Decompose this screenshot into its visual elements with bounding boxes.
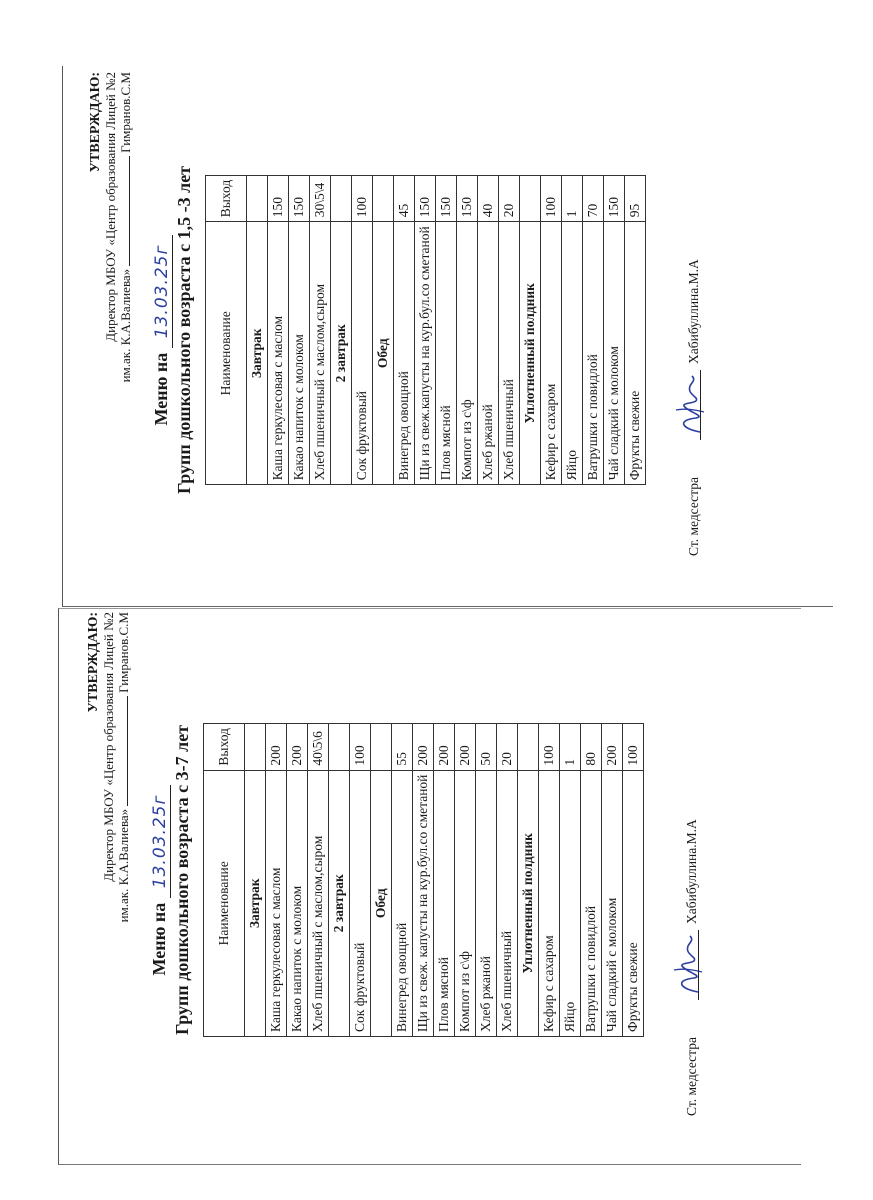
dish-output: 200 [434,724,455,771]
group-title: Групп дошкольного возраста с 3-7 лет [172,724,192,1036]
table-row [604,175,625,485]
section-title: Уплотненный полдник [518,770,539,1036]
dish-name: Щи из свеж.капусты на кур.бул.со сметаной [415,222,436,485]
dish-name: Хлеб ржаной [478,222,499,485]
table-row [560,724,581,1037]
column-header-output: Выход [204,724,245,771]
table-row [581,724,602,1037]
dish-output: 100 [539,724,560,771]
menu-title-block [149,610,193,1150]
table-row [457,175,478,485]
dish-output: 55 [392,724,413,771]
approval-heading: УТВЕРЖДАЮ: [86,612,101,713]
dish-name: Винегред овощной [394,222,415,485]
dish-output: 95 [625,175,646,222]
menu-table-body [247,175,646,485]
dish-name: Хлеб пшеничный с маслом,сыром [310,222,331,485]
section-title: 2 завтрак [329,770,350,1036]
dish-name: Каша геркулесовая с маслом [266,770,287,1036]
table-row [310,175,331,485]
menu-label: Меню на [149,902,169,976]
section-output-blank [373,175,394,222]
dish-output: 70 [583,175,604,222]
approval-school-name: им.ак. К.А.Валиева» [116,808,131,923]
table-row [415,175,436,485]
menu-table [203,723,644,1037]
table-row [625,175,646,485]
dish-output: 150 [604,175,625,222]
dish-name: Чай сладкий с молоком [602,770,623,1036]
approval-school-name: им.ак. К.А.Валиева» [118,268,133,383]
table-row [352,175,373,485]
director-signature-blank [129,156,130,266]
approval-heading: УТВЕРЖДАЮ: [88,72,103,173]
nurse-signature-blank [700,370,701,440]
table-row [541,175,562,485]
approval-director-line: Директор МБОУ «Центр образования Лицей №2 [101,612,116,882]
dish-name: Каша геркулесовая с маслом [268,222,289,485]
group-title: Групп дошкольного возраста с 1,5 -3 лет [174,165,194,495]
dish-name: Фрукты свежие [625,222,646,485]
approval-block [86,610,131,1150]
dish-output: 200 [413,724,434,771]
dish-name: Щи из свеж. капусты на кур.бул.со сметаной [413,770,434,1036]
section-title: Обед [373,222,394,485]
menu-table-body [245,724,644,1037]
section-row [247,175,268,485]
dish-output: 200 [266,724,287,771]
table-row [478,175,499,485]
signature-footer [662,70,702,590]
menu-date-line [151,70,172,590]
table-row [562,175,583,485]
dish-name: Компот из с\ф [457,222,478,485]
section-output-blank [247,175,268,222]
dish-name: Яйцо [560,770,581,1036]
dish-name: Плов мясной [434,770,455,1036]
section-output-blank [329,724,350,771]
nurse-label: Ст. медсестра [684,1037,699,1116]
approval-signature-line [118,72,133,590]
table-row [455,724,476,1037]
director-signature-blank [127,696,128,806]
dish-output: 150 [457,175,478,222]
dish-output: 20 [497,724,518,771]
table-row [539,724,560,1037]
nurse-signature-icon [668,932,708,998]
dish-name: Винегред овощной [392,770,413,1036]
table-row [623,724,644,1037]
section-title: Завтрак [247,222,268,485]
section-title: Уплотненный полдник [520,222,541,485]
section-row [329,724,350,1037]
table-row [287,724,308,1037]
menu-document-preschool [86,610,706,1150]
dish-output: 30\5\4 [310,175,331,222]
dish-name: Ватрушки с повидлой [581,770,602,1036]
dish-name: Хлеб пшеничный [497,770,518,1036]
table-row [392,724,413,1037]
menu-date-line [149,610,170,1150]
nurse-label: Ст. медсестра [686,477,701,556]
dish-name: Ватрушки с повидлой [583,222,604,485]
nurse-signature-icon [670,372,710,438]
section-output-blank [518,724,539,771]
dish-output: 150 [268,175,289,222]
dish-name: Фрукты свежие [623,770,644,1036]
column-header-name: Наименование [206,222,247,485]
dish-output: 1 [560,724,581,771]
menu-table [205,175,646,486]
dish-name: Сок фруктовый [352,222,373,485]
table-row [413,724,434,1037]
dish-output: 1 [562,175,583,222]
nurse-name: Хабибуллина.М.А [684,819,699,924]
section-title: Обед [371,770,392,1036]
dish-output: 100 [352,175,373,222]
handwritten-date: 13.03.25г [152,235,173,349]
table-row [436,175,457,485]
dish-name: Плов мясной [436,222,457,485]
column-header-name: Наименование [204,770,245,1036]
section-row [520,175,541,485]
dish-name: Хлеб пшеничный [499,222,520,485]
table-row [394,175,415,485]
dish-name: Чай сладкий с молоком [604,222,625,485]
dish-output: 50 [476,724,497,771]
dish-output: 40\5\6 [308,724,329,771]
table-row [499,175,520,485]
table-row [350,724,371,1037]
table-row [289,175,310,485]
section-row [373,175,394,485]
table-row [266,724,287,1037]
dish-output: 200 [287,724,308,771]
dish-name: Кефир с сахаром [539,770,560,1036]
dish-name: Кефир с сахаром [541,222,562,485]
menu-title-block [151,70,195,590]
dish-output: 100 [350,724,371,771]
table-row [308,724,329,1037]
approval-signature-line [116,612,131,1150]
section-row [518,724,539,1037]
table-row [583,175,604,485]
dish-output: 150 [415,175,436,222]
director-name: Гимранов.С.М [118,72,133,153]
dish-output: 150 [436,175,457,222]
nurse-signature-blank [698,930,699,1000]
dish-name: Хлеб пшеничный с маслом,сыром [308,770,329,1036]
dish-output: 100 [623,724,644,771]
dish-output: 100 [541,175,562,222]
dish-name: Хлеб ржаной [476,770,497,1036]
dish-name: Какао напиток с молоком [289,222,310,485]
section-output-blank [371,724,392,771]
table-row [434,724,455,1037]
section-row [331,175,352,485]
approval-block [88,70,133,590]
table-row [497,724,518,1037]
section-output-blank [520,175,541,222]
dish-name: Какао напиток с молоком [287,770,308,1036]
dish-output: 150 [289,175,310,222]
dish-output: 200 [602,724,623,771]
signature-footer [660,610,700,1150]
section-title: 2 завтрак [331,222,352,485]
section-row [371,724,392,1037]
approval-director-line: Директор МБОУ «Центр образования Лицей №2 [103,72,118,342]
menu-document-toddlers [88,70,701,590]
handwritten-date: 13.03.25г [150,785,171,899]
dish-output: 200 [455,724,476,771]
dish-output: 45 [394,175,415,222]
dish-name: Сок фруктовый [350,770,371,1036]
dish-output: 80 [581,724,602,771]
table-row [476,724,497,1037]
menu-label: Меню на [151,352,171,426]
section-output-blank [331,175,352,222]
director-name: Гимранов.С.М [116,612,131,693]
column-header-output: Выход [206,175,247,222]
section-output-blank [245,724,266,771]
dish-name: Яйцо [562,222,583,485]
dish-output: 20 [499,175,520,222]
section-title: Завтрак [245,770,266,1036]
table-row [268,175,289,485]
section-row [245,724,266,1037]
dish-output: 40 [478,175,499,222]
table-row [602,724,623,1037]
dish-name: Компот из с\ф [455,770,476,1036]
nurse-name: Хабибуллина.М.А [686,259,701,364]
